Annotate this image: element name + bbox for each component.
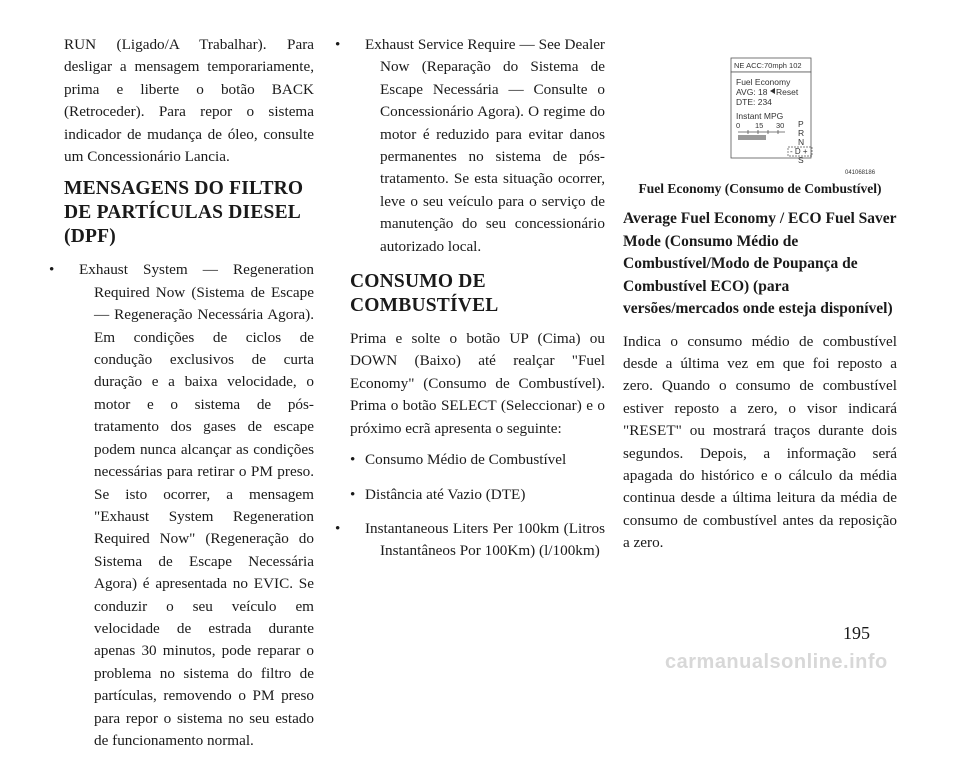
- fuel-consumption-heading: CONSUMO DE COMBUSTÍVEL: [350, 271, 499, 317]
- fuel-instructions-paragraph: Prima e solte o botão UP (Cima) ou DOWN (Baixo) até realçar "Fuel Economy" (Consumo de Combustível). Prima o botão SELECT (Seleccionar) e o próximo ecrã apresenta o seguinte:: [350, 330, 605, 437]
- gear-d: - D +: [790, 147, 808, 156]
- dte-readout: DTE: 234: [736, 97, 772, 107]
- right-column: [623, 34, 897, 564]
- list-item: • Instantaneous Liters Per 100km (Litros Instantâneos Por 100Km) (l/100km): [350, 518, 605, 563]
- evic-display-illustration: [623, 34, 897, 174]
- gear-n: N: [798, 137, 805, 147]
- avg-readout: AVG: 18: [736, 87, 768, 97]
- list-item: • Distância até Vazio (DTE): [350, 484, 605, 506]
- dpf-list: [64, 259, 314, 752]
- gear-r: R: [798, 128, 805, 138]
- top-status-text: NE ACC:70mph 102: [734, 61, 802, 70]
- fuel-screen-list: [350, 449, 605, 563]
- page-number: 195: [843, 623, 870, 643]
- scale-max: 30: [776, 121, 785, 130]
- dpf-heading: MENSAGENS DO FILTRO DE PARTÍCULAS DIESEL (DPF): [64, 178, 304, 248]
- list-item: • Consumo Médio de Combustível: [350, 449, 605, 471]
- average-fuel-subheading: Average Fuel Economy / ECO Fuel Saver Mode (Consumo Médio de Combustível/Modo de Poupança de Combustível ECO) (para versões/mercados onde esteja disponível): [623, 210, 897, 317]
- watermark: carmanualsonline.info: [665, 651, 888, 673]
- reset-label: Reset: [776, 87, 799, 97]
- figure-caption: Fuel Economy (Consumo de Combustível): [638, 181, 882, 196]
- scale-mid: 15: [755, 121, 764, 130]
- instant-mpg-bar: [738, 135, 766, 140]
- gear-s: S: [798, 155, 804, 165]
- screen-title: Fuel Economy: [736, 77, 791, 87]
- fuel-economy-figure: [623, 34, 897, 174]
- intro-paragraph: RUN (Ligado/A Trabalhar). Para desligar a mensagem temporariamente, prima e liberte o botão BACK (Retroceder). Para repor o sistema indicador de mudança de óleo, consulte um Concessionário Lancia.: [64, 36, 314, 166]
- dpf-bullet-service: • Exhaust Service Require — See Dealer Now (Reparação do Sistema de Escape Necessária — Consulte o Concessionário Agora). O regime do motor é reduzido para evitar danos permanentes no sistema de pós-tratamento. Se esta situação ocorrer, leve o seu veículo para o serviço de manutenção do seu concessionário autorizado local.: [350, 34, 605, 258]
- left-column: [64, 34, 314, 764]
- scale-min: 0: [736, 121, 741, 130]
- service-list: [350, 34, 605, 258]
- middle-column: [350, 34, 605, 575]
- instant-label: Instant MPG: [736, 111, 784, 121]
- dpf-bullet-regeneration: • Exhaust System — Regeneration Required Now (Sistema de Escape — Regeneração Necessária Agora). Em condições de ciclos de condução exclusivos de curta duração e a baixa velocidade, o motor e o sistema de pós-tratamento dos gases de escape podem nunca alcançar as condições necessárias para retirar o PM preso. Se isto ocorrer, a mensagem "Exhaust System Regeneration Required Now" (Regeneração do Sistema de Escape Necessária Agora) é apresentada no EVIC. Se conduzir o seu veículo em velocidade de estrada durante apenas 30 minutos, pode reparar o problema no sistema do filtro de partículas, removendo o PM preso para repor o sistema no seu estado de funcionamento normal.: [64, 259, 314, 752]
- figure-code: 041068186: [845, 170, 876, 174]
- gear-p: P: [798, 119, 804, 129]
- average-fuel-paragraph: Indica o consumo médio de combustível desde a última vez em que foi reposto a zero. Quando o consumo de combustível estiver reposto a zero, o visor indicará "RESET" ou mostrará traços durante dois segundos. Depois, a informação será apagada do histórico e o cálculo da média continua desde a última leitura da média de consumo de combustível antes da reposição a zero.: [623, 332, 897, 552]
